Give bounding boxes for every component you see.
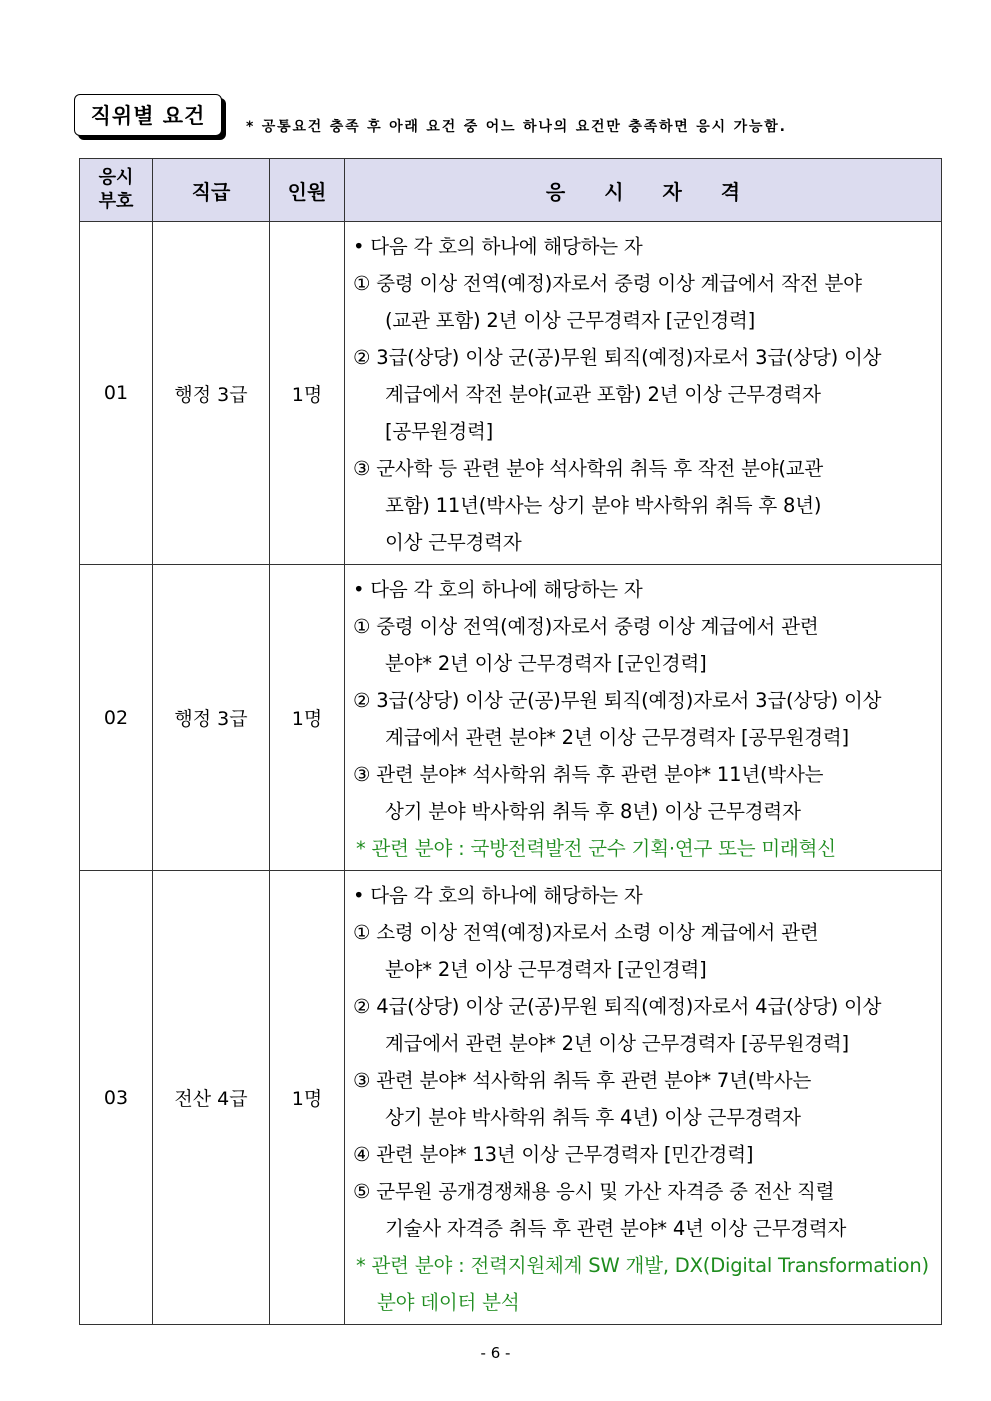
qualification-line: 상기 분야 박사학위 취득 후 8년) 이상 근무경력자 xyxy=(385,799,801,823)
qualification-line: [공무원경력] xyxy=(385,419,494,443)
cell-no: 03 xyxy=(80,871,153,1325)
qualification-line: 상기 분야 박사학위 취득 후 4년) 이상 근무경력자 xyxy=(385,1105,801,1129)
qualification-line: 계급에서 작전 분야(교관 포함) 2년 이상 근무경력자 xyxy=(385,382,821,406)
related-field-note: * 관련 분야 : 국방전력발전 군수 기획·연구 또는 미래혁신 xyxy=(356,836,836,860)
cell-count: 1명 xyxy=(270,871,345,1325)
qualification-line: ② 3급(상당) 이상 군(공)무원 퇴직(예정)자로서 3급(상당) 이상 xyxy=(353,688,882,712)
cell-count: 1명 xyxy=(270,565,345,871)
col-header-qualification: 응 시 자 격 xyxy=(345,159,942,222)
qualification-line: 포함) 11년(박사는 상기 분야 박사학위 취득 후 8년) xyxy=(385,493,822,517)
qualification-line: ④ 관련 분야* 13년 이상 근무경력자 [민간경력] xyxy=(353,1142,754,1166)
cell-grade: 전산 4급 xyxy=(153,871,270,1325)
cell-no: 02 xyxy=(80,565,153,871)
qualification-line: 계급에서 관련 분야* 2년 이상 근무경력자 [공무원경력] xyxy=(385,1031,849,1055)
table-row xyxy=(80,222,942,565)
cell-qualification xyxy=(345,222,942,565)
col-header-count: 인원 xyxy=(270,159,345,222)
qualification-line: ① 소령 이상 전역(예정)자로서 소령 이상 계급에서 관련 xyxy=(353,920,819,944)
requirement-note: * 공통요건 충족 후 아래 요건 중 어느 하나의 요건만 충족하면 응시 가능함. xyxy=(246,119,787,135)
qualification-line: ③ 관련 분야* 석사학위 취득 후 관련 분야* 7년(박사는 xyxy=(353,1068,812,1092)
qualification-line: ③ 군사학 등 관련 분야 석사학위 취득 후 작전 분야(교관 xyxy=(353,456,824,480)
qualification-line: 기술사 자격증 취득 후 관련 분야* 4년 이상 근무경력자 xyxy=(385,1216,847,1240)
requirements-table xyxy=(79,158,942,1325)
qualification-line: ⑤ 군무원 공개경쟁채용 응시 및 가산 자격증 중 전산 직렬 xyxy=(353,1179,835,1203)
cell-grade: 행정 3급 xyxy=(153,565,270,871)
col-header-no: 응시 부호 xyxy=(80,159,153,222)
qualification-line: 계급에서 관련 분야* 2년 이상 근무경력자 [공무원경력] xyxy=(385,725,849,749)
cell-qualification xyxy=(345,565,942,871)
qualification-line: ③ 관련 분야* 석사학위 취득 후 관련 분야* 11년(박사는 xyxy=(353,762,824,786)
qualification-line: 분야* 2년 이상 근무경력자 [군인경력] xyxy=(385,957,707,981)
qualification-line: ② 3급(상당) 이상 군(공)무원 퇴직(예정)자로서 3급(상당) 이상 xyxy=(353,345,882,369)
qualification-line: • 다음 각 호의 하나에 해당하는 자 xyxy=(353,577,643,601)
cell-qualification xyxy=(345,871,942,1325)
qualification-line: 이상 근무경력자 xyxy=(385,530,522,554)
qualification-line: 분야* 2년 이상 근무경력자 [군인경력] xyxy=(385,651,707,675)
page-number: - 6 - xyxy=(480,1344,511,1362)
cell-grade: 행정 3급 xyxy=(153,222,270,565)
qualification-line: ① 중령 이상 전역(예정)자로서 중령 이상 계급에서 작전 분야 xyxy=(353,271,862,295)
qualification-line: • 다음 각 호의 하나에 해당하는 자 xyxy=(353,883,643,907)
qualification-line: ① 중령 이상 전역(예정)자로서 중령 이상 계급에서 관련 xyxy=(353,614,819,638)
related-field-note: * 관련 분야 : 전력지원체계 SW 개발, DX(Digital Transformation) xyxy=(356,1253,929,1277)
qualification-line: • 다음 각 호의 하나에 해당하는 자 xyxy=(353,234,643,258)
table-row xyxy=(80,565,942,871)
col-header-grade: 직급 xyxy=(153,159,270,222)
table-header-row xyxy=(80,159,942,222)
section-title: 직위별 요건 xyxy=(74,94,222,136)
table-row xyxy=(80,871,942,1325)
qualification-line: ② 4급(상당) 이상 군(공)무원 퇴직(예정)자로서 4급(상당) 이상 xyxy=(353,994,882,1018)
qualification-line: (교관 포함) 2년 이상 근무경력자 [군인경력] xyxy=(385,308,756,332)
cell-no: 01 xyxy=(80,222,153,565)
cell-count: 1명 xyxy=(270,222,345,565)
related-field-note: 분야 데이터 분석 xyxy=(377,1290,520,1314)
